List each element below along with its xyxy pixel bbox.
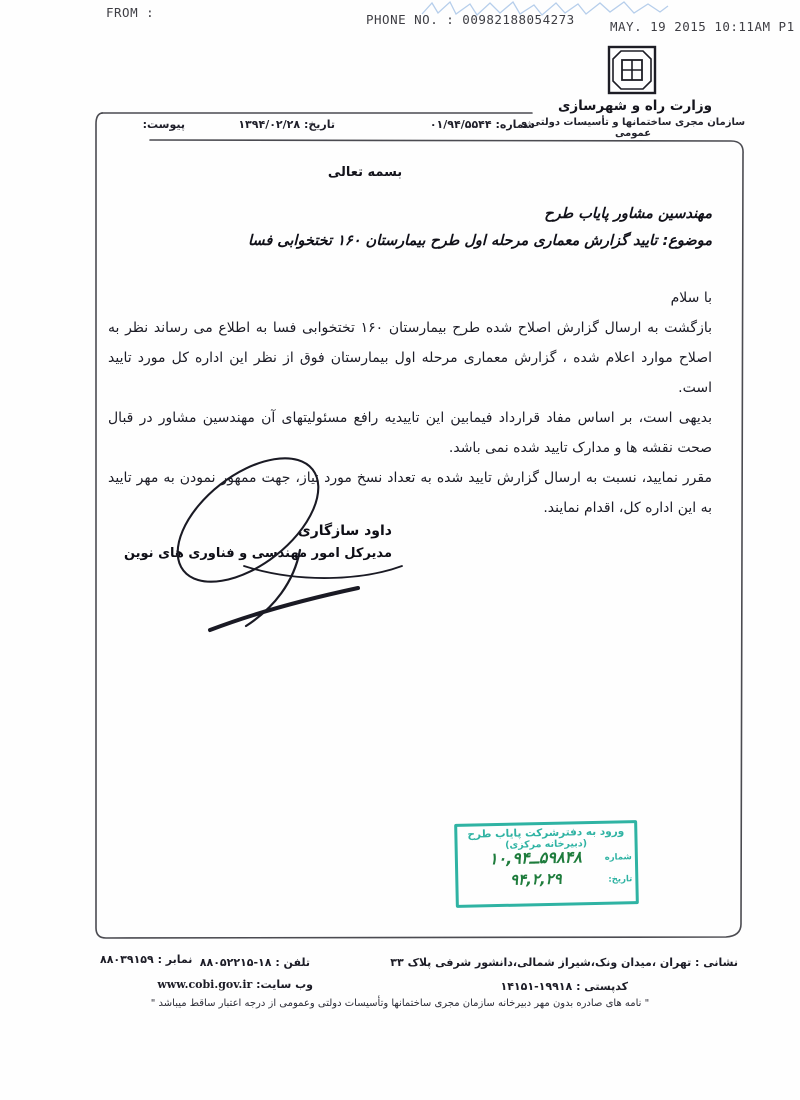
postal-code-label: کدپستی : [576, 980, 628, 993]
stamp-date-label: تاریخ: [608, 874, 633, 885]
fax-phone-number: PHONE NO. : 00982188054273 [366, 12, 575, 27]
fax-from-label: FROM : [106, 5, 155, 20]
footer-fax [100, 953, 192, 966]
signatory-name: داود سازگاری [297, 523, 392, 539]
signatory-title: مدیرکل امور مهندسی و فناوری های نوین [123, 546, 392, 561]
greeting-line: با سلام [670, 290, 712, 306]
company-receipt-stamp [454, 820, 639, 908]
letter-date-label: تاریخ: [303, 118, 335, 131]
letter-number-label: شماره: [495, 118, 535, 131]
bismillah-heading: بسمه تعالی [327, 165, 403, 180]
stamp-number-label: شماره [604, 852, 632, 863]
letter-number-value: ۰۱/۹۴/۵۵۴۴ [429, 118, 492, 131]
ministry-name: وزارت راه و شهرسازی [557, 98, 713, 114]
postal-code-value: ۱۴۱۵۱-۱۹۹۱۸ [500, 980, 573, 993]
footer-address: نشانی : تهران ،میدان ونک،شیراز شمالی،دانشور شرفی پلاک ۳۳ [390, 956, 738, 969]
recipient-line: مهندسین مشاور پایاب طرح [544, 206, 712, 222]
website-url: www.cobi.gov.ir [157, 978, 253, 991]
phone-label: تلفن : [275, 956, 310, 969]
subject-line: موضوع: تایید گزارش معماری مرحله اول طرح بیمارستان ۱۶۰ تختخوابی فسا [247, 233, 712, 249]
footer-phone [200, 956, 310, 969]
fax-value: ۸۸۰۳۹۱۵۹ [100, 953, 154, 966]
body-paragraph-2: بدیهی است، بر اساس مفاد قرارداد فیمابین این تاییدیه رافع مسئولیتهای آن مهندسین مشاور در قبال صحت نقشه ها و مدارک تایید شده نمی باشد. [108, 410, 712, 456]
organization-name: سازمان مجری ساختمانها و تأسیسات دولتی و عمومی [520, 117, 746, 139]
phone-value: ۸۸۰۵۲۲۱۵-۱۸ [199, 956, 272, 969]
stamp-date-handwritten: ۹۴,۲,۲۹ [509, 869, 562, 889]
footer-disclaimer: " نامه های صادره بدون مهر دبیرخانه سازمان مجری ساختمانها وتأسیسات دولتی وعمومی از درجه اعتبار ساقط میباشد " [150, 998, 650, 1009]
body-paragraph-3: مقرر نمایید، نسبت به ارسال گزارش تایید شده به تعداد نسخ مورد نیاز، جهت ممهور نمودن به مهر تایید به این اداره کل، اقدام نمایند. [108, 470, 712, 516]
stamp-subtitle: (دبیرخانه مرکزی) [505, 838, 588, 851]
stamp-number-handwritten: ۱۰,۹۴ــ۵۹۸۴۸ [488, 847, 582, 869]
fax-datetime: MAY. 19 2015 10:11AM P1 [610, 19, 795, 34]
letter-date-value: ۱۳۹۴/۰۲/۲۸ [238, 118, 301, 131]
handwritten-signature [148, 442, 418, 642]
footer-website [157, 978, 313, 991]
letter-number-field [430, 118, 535, 131]
fax-label: نمابر : [157, 953, 193, 966]
stamp-title: ورود به دفترشرکت پایاب طرح [467, 825, 625, 841]
letter-date-field [238, 118, 335, 131]
letter-attachment-label: پیوست: [142, 118, 185, 131]
footer-postal-code [501, 980, 629, 993]
website-label: وب سایت: [256, 978, 313, 991]
stamp-date-row [458, 870, 635, 896]
body-paragraph-1: بازگشت به ارسال گزارش اصلاح شده طرح بیمارستان ۱۶۰ تختخوابی فسا به اطلاع می رساند نظر به اصلاح موارد اعلام شده ، گزارش معماری مرحله اول بیمارستان فوق از نظر این اداره کل مورد تایید است. [108, 320, 712, 396]
